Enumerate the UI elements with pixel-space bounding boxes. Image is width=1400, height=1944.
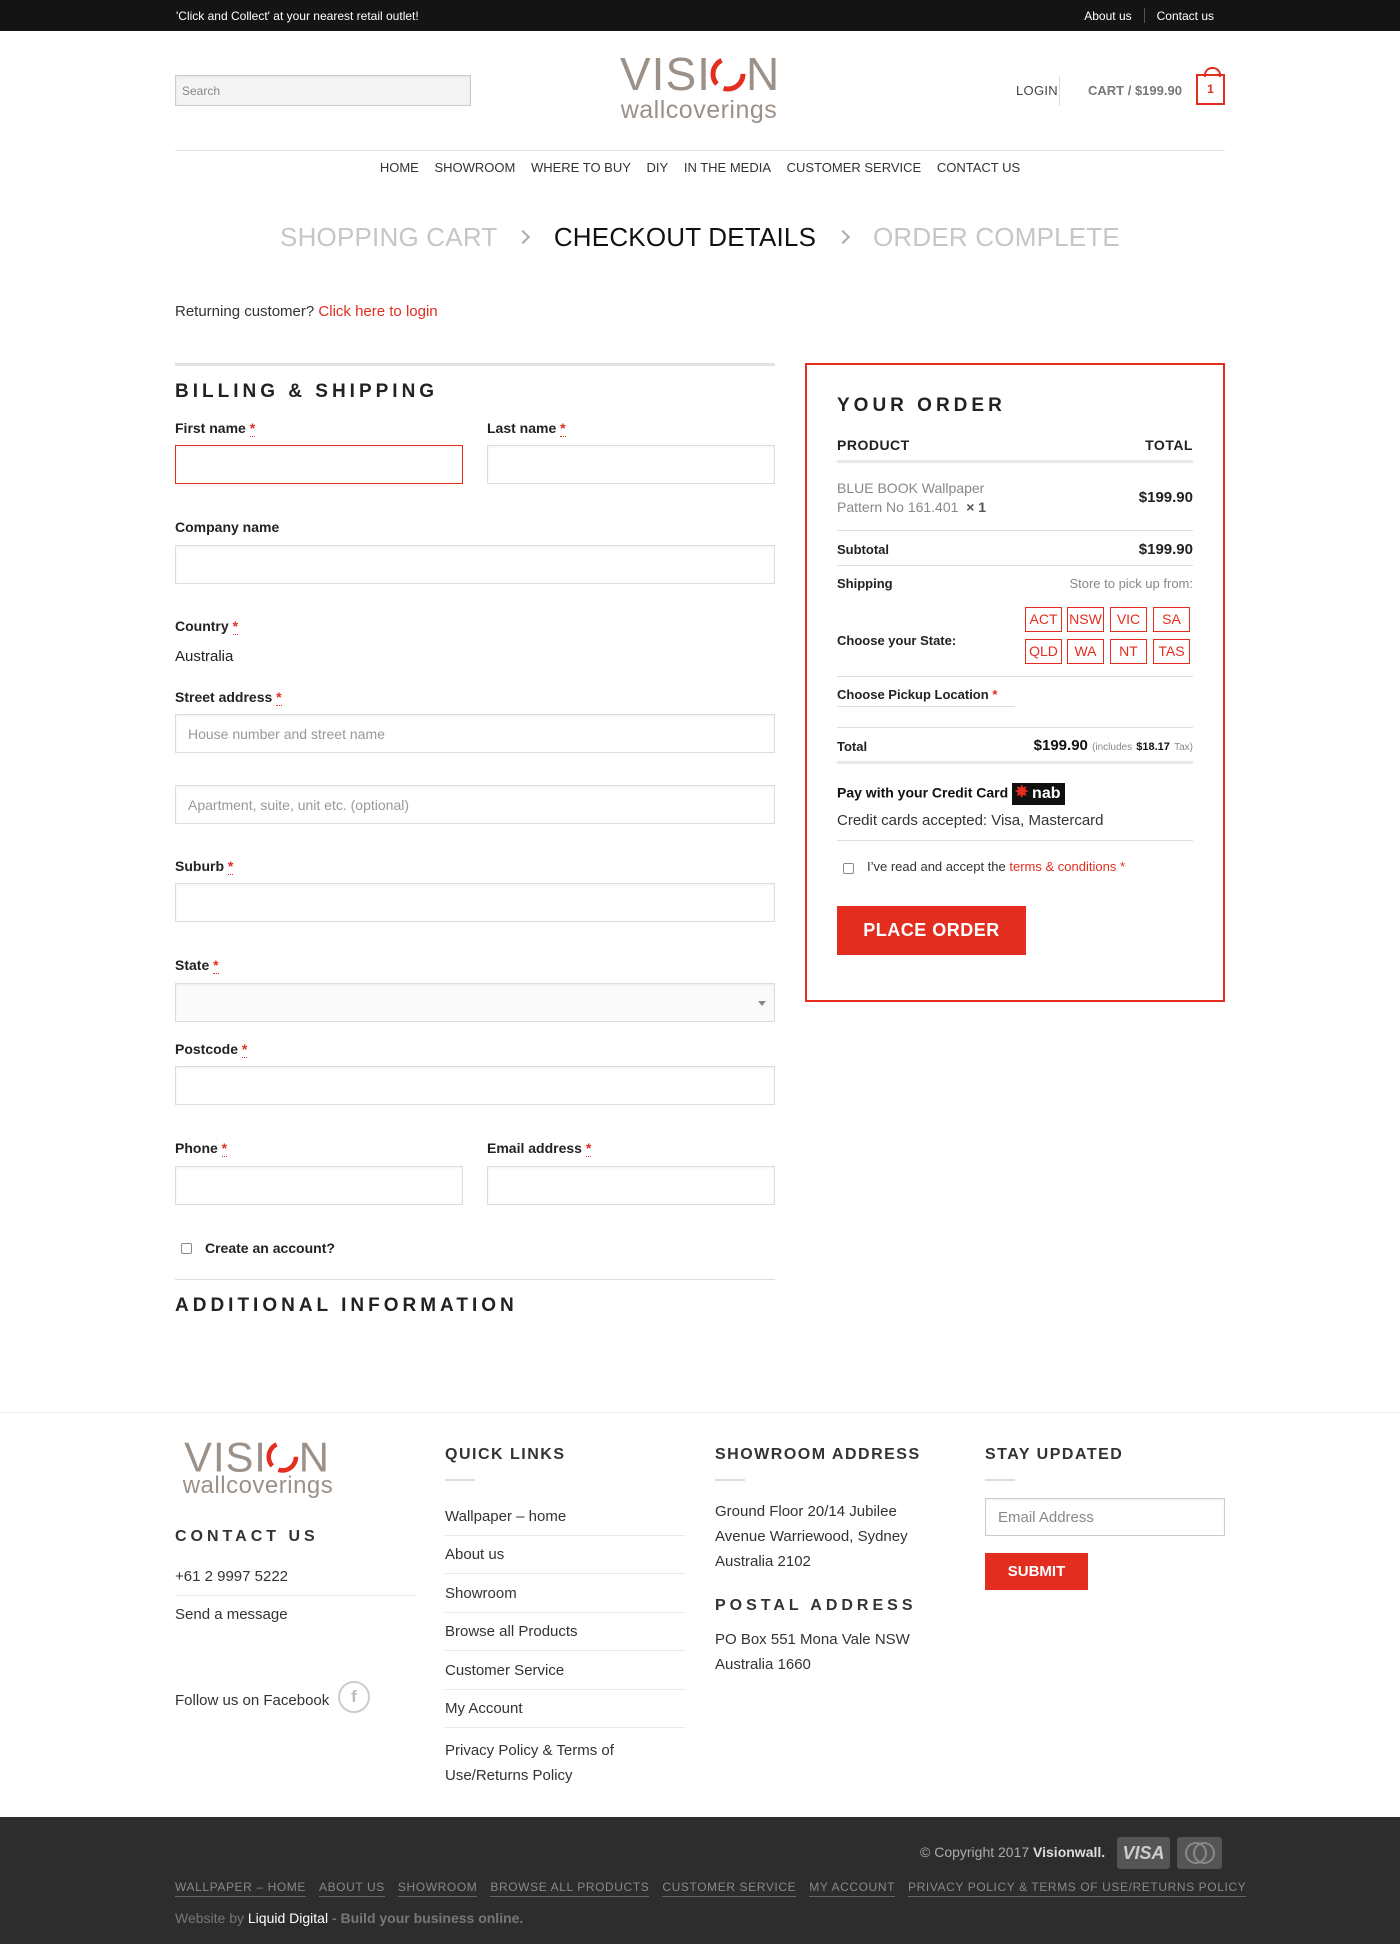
postal-line2: Australia 1660 — [715, 1656, 811, 1673]
state-nsw-button[interactable]: NSW — [1067, 607, 1104, 632]
last-name-label — [487, 420, 566, 436]
tax-label: Tax) — [1174, 742, 1193, 753]
required-mark: * — [276, 689, 282, 705]
website-by-text: Website by — [175, 1910, 244, 1926]
total-value: $199.90 — [1033, 737, 1088, 754]
send-message-link[interactable]: Send a message — [175, 1606, 288, 1623]
terms-text: I’ve read and accept the — [867, 859, 1006, 874]
copyright-brand: Visionwall. — [1033, 1844, 1106, 1860]
ql-about-us[interactable]: About us — [445, 1546, 505, 1563]
postal-title: POSTAL ADDRESS — [715, 1597, 917, 1614]
terms-label — [867, 859, 1125, 874]
shipping-label: Shipping — [837, 576, 893, 591]
last-name-label-text: Last name — [487, 420, 557, 436]
state-select[interactable] — [175, 983, 775, 1022]
create-account-label[interactable]: Create an account? — [205, 1240, 335, 1256]
apartment-field[interactable]: Apartment, suite, unit etc. (optional) — [175, 785, 775, 824]
state-nt-button[interactable]: NT — [1110, 639, 1147, 664]
nav-home[interactable]: HOME — [379, 160, 419, 175]
facebook-icon[interactable]: f — [338, 1681, 370, 1713]
nav-customer-service[interactable]: CUSTOMER SERVICE — [786, 160, 922, 175]
order-rule — [837, 676, 1193, 677]
visa-icon: VISA — [1117, 1837, 1170, 1869]
bottom-link-my-account[interactable]: MY ACCOUNT — [809, 1880, 895, 1897]
nav-diy[interactable]: DIY — [646, 160, 669, 175]
cart-link[interactable]: CART / $199.90 — [1088, 83, 1182, 98]
suburb-label — [175, 858, 233, 874]
ql-wallpaper-home[interactable]: Wallpaper – home — [445, 1508, 567, 1525]
phone-field[interactable] — [175, 1166, 463, 1205]
footer-rule — [445, 1535, 685, 1536]
pickup-location-label — [837, 687, 997, 702]
terms-required-mark: * — [1119, 859, 1126, 874]
company-label: Company name — [175, 519, 280, 535]
order-total-rule — [837, 761, 1193, 764]
showroom-line2: Avenue Warriewood, Sydney — [715, 1528, 908, 1545]
showroom-line3: Australia 2102 — [715, 1553, 811, 1570]
order-item-qty: × 1 — [966, 499, 987, 515]
site-logo[interactable] — [619, 50, 779, 125]
facebook-link[interactable]: Follow us on Facebook — [175, 1692, 330, 1709]
svg-text:VISI: VISI — [620, 50, 711, 94]
bottom-link-wallpaper-home[interactable]: WALLPAPER – HOME — [175, 1880, 306, 1897]
search-input[interactable]: Search — [175, 75, 471, 106]
svg-text:N: N — [298, 1435, 329, 1475]
nav-contact-us[interactable]: CONTACT US — [936, 160, 1021, 175]
top-bar — [0, 0, 1400, 31]
country-label — [175, 618, 238, 634]
newsletter-submit-button[interactable]: SUBMIT — [985, 1553, 1088, 1590]
required-mark: * — [241, 1041, 248, 1057]
ql-my-account[interactable]: My Account — [445, 1700, 523, 1717]
pay-credit-card-label — [837, 783, 1065, 805]
mastercard-icon — [1177, 1837, 1222, 1869]
liquid-digital-link[interactable]: Liquid Digital — [247, 1910, 329, 1926]
col-product-header: PRODUCT — [837, 437, 910, 453]
required-mark: * — [560, 420, 566, 436]
chevron-right-icon — [835, 230, 849, 244]
footer-rule — [445, 1612, 685, 1613]
ql-privacy-line2: Use/Returns Policy — [445, 1767, 573, 1784]
shipping-value: Store to pick up from: — [1069, 576, 1193, 591]
total-value-group — [1034, 737, 1193, 754]
topbar-message: 'Click and Collect' at your nearest retail outlet! — [176, 9, 419, 23]
website-credit — [175, 1910, 523, 1926]
topbar-links — [1072, 9, 1226, 23]
postcode-field[interactable] — [175, 1066, 775, 1105]
nav-in-the-media[interactable]: IN THE MEDIA — [683, 160, 771, 175]
state-act-button[interactable]: ACT — [1025, 607, 1062, 632]
includes-label: (includes — [1092, 742, 1133, 753]
suburb-field[interactable] — [175, 883, 775, 922]
subtotal-label: Subtotal — [837, 542, 889, 557]
footer-rule — [445, 1650, 685, 1651]
svg-text:N: N — [746, 50, 778, 94]
phone-label-text: Phone — [175, 1140, 218, 1156]
first-name-label — [175, 420, 255, 436]
footer-rule — [175, 1595, 415, 1596]
email-field[interactable] — [487, 1166, 775, 1205]
required-mark: * — [213, 957, 219, 973]
footer-logo[interactable] — [178, 1435, 338, 1500]
postcode-label-text: Postcode — [175, 1041, 239, 1057]
bottom-link-customer-service[interactable]: CUSTOMER SERVICE — [662, 1880, 796, 1897]
footer-phone-link[interactable]: +61 2 9997 5222 — [175, 1568, 289, 1585]
ql-privacy-policy[interactable] — [445, 1738, 614, 1788]
billing-top-rule — [175, 363, 775, 366]
postal-address — [715, 1627, 910, 1677]
ql-showroom[interactable]: Showroom — [445, 1585, 517, 1602]
nab-logo-icon: ✸ nab — [1012, 783, 1064, 805]
suburb-label-text: Suburb — [175, 858, 224, 874]
first-name-field[interactable] — [175, 445, 463, 484]
topbar-about-link[interactable]: About us — [1084, 9, 1132, 23]
pickup-rule — [837, 706, 1015, 707]
logo-wordmark-svg — [620, 50, 778, 94]
state-wa-button[interactable]: WA — [1067, 639, 1104, 664]
pickup-location-text: Choose Pickup Location — [837, 687, 989, 702]
tax-amount: $18.17 — [1136, 741, 1170, 753]
website-tagline: - Build your business online. — [331, 1910, 524, 1926]
bottom-link-about-us[interactable]: ABOUT US — [319, 1880, 385, 1897]
main-nav — [0, 160, 1400, 175]
order-rule — [837, 727, 1193, 728]
newsletter-email-input[interactable]: Email Address — [985, 1498, 1225, 1536]
footer-title-rule — [715, 1479, 745, 1481]
choose-state-label: Choose your State: — [837, 633, 957, 648]
step-checkout-details: CHECKOUT DETAILS — [553, 222, 817, 252]
col-total-header: TOTAL — [1145, 437, 1193, 453]
ql-browse-products[interactable]: Browse all Products — [445, 1623, 578, 1640]
cart-bag-icon[interactable] — [1196, 74, 1225, 105]
state-sa-button[interactable]: SA — [1153, 607, 1190, 632]
street-field[interactable]: House number and street name — [175, 714, 775, 753]
bottom-link-browse-products[interactable]: BROWSE ALL PRODUCTS — [490, 1880, 649, 1897]
required-mark: * — [227, 858, 234, 874]
create-account-checkbox[interactable] — [181, 1243, 192, 1254]
footer-rule — [445, 1689, 685, 1690]
total-label: Total — [837, 739, 868, 754]
state-qld-button[interactable]: QLD — [1025, 639, 1062, 664]
country-value: Australia — [175, 648, 234, 665]
cards-accepted-text: Credit cards accepted: Visa, Mastercard — [837, 812, 1104, 829]
order-item-name — [837, 479, 986, 517]
chevron-right-icon — [516, 230, 530, 244]
order-header-rule — [837, 460, 1193, 463]
footer-title-rule — [985, 1479, 1015, 1481]
additional-info-rule — [175, 1279, 775, 1280]
returning-customer — [175, 303, 438, 320]
last-name-field[interactable] — [487, 445, 775, 484]
quick-links-title: QUICK LINKS — [445, 1446, 566, 1463]
first-name-label-text: First name — [175, 420, 246, 436]
step-shopping-cart[interactable]: SHOPPING CART — [280, 222, 497, 252]
order-title: YOUR ORDER — [837, 395, 1006, 416]
required-mark: * — [585, 1140, 592, 1156]
company-field[interactable] — [175, 545, 775, 584]
bottom-link-showroom[interactable]: SHOWROOM — [398, 1880, 477, 1897]
topbar-contact-link[interactable]: Contact us — [1156, 9, 1214, 23]
required-mark: * — [221, 1140, 228, 1156]
order-item-price: $199.90 — [1138, 489, 1193, 506]
required-mark: * — [249, 420, 256, 436]
state-vic-button[interactable]: VIC — [1110, 607, 1147, 632]
billing-title: BILLING & SHIPPING — [175, 381, 439, 402]
ql-customer-service[interactable]: Customer Service — [445, 1662, 565, 1679]
mastercard-circle-right — [1193, 1842, 1215, 1864]
footer-top-rule — [0, 1412, 1400, 1413]
postal-line1: PO Box 551 Mona Vale NSW — [715, 1631, 910, 1648]
postcode-label — [175, 1041, 247, 1057]
email-label-text: Email address — [487, 1140, 582, 1156]
login-link[interactable]: LOGIN — [1016, 83, 1058, 98]
place-order-button[interactable]: PLACE ORDER — [837, 906, 1026, 955]
state-label-text: State — [175, 957, 210, 973]
order-rule — [837, 530, 1193, 531]
footer-logo-wordmark-svg — [178, 1435, 334, 1475]
pay-label-text: Pay with your Credit Card — [837, 784, 1009, 801]
bottom-links — [175, 1880, 1246, 1897]
nav-where-to-buy[interactable]: WHERE TO BUY — [530, 160, 631, 175]
email-label — [487, 1140, 591, 1156]
copyright-text: © Copyright 2017 — [920, 1844, 1030, 1860]
header-divider — [1059, 76, 1060, 106]
bottom-link-privacy-policy[interactable]: PRIVACY POLICY & TERMS OF USE/RETURNS POLICY — [908, 1880, 1246, 1897]
street-label — [175, 689, 282, 705]
footer-rule — [445, 1727, 685, 1728]
showroom-address — [715, 1499, 908, 1574]
logo-subtitle: wallcoverings — [620, 96, 778, 124]
required-mark: * — [232, 618, 239, 634]
footer-rule — [445, 1573, 685, 1574]
phone-label — [175, 1140, 227, 1156]
required-mark: * — [992, 687, 998, 702]
step-order-complete: ORDER COMPLETE — [873, 222, 1120, 252]
order-rule — [837, 565, 1193, 566]
footer-logo-subtitle: wallcoverings — [182, 1472, 334, 1499]
svg-text:VISI: VISI — [184, 1435, 267, 1475]
state-label — [175, 957, 219, 973]
showroom-line1: Ground Floor 20/14 Jubilee — [715, 1503, 897, 1520]
header-divider-line — [175, 150, 1225, 151]
copyright — [920, 1844, 1105, 1860]
order-item-pattern: Pattern No 161.401 — [837, 499, 959, 515]
returning-text: Returning customer? — [175, 303, 315, 320]
footer-contact-title: CONTACT US — [175, 1528, 319, 1545]
terms-conditions-link[interactable]: terms & conditions — [1009, 859, 1117, 874]
login-here-link[interactable]: Click here to login — [318, 303, 438, 320]
order-rule — [837, 840, 1193, 841]
street-label-text: Street address — [175, 689, 273, 705]
ql-privacy-line1: Privacy Policy & Terms of — [445, 1742, 614, 1759]
subtotal-value: $199.90 — [1138, 541, 1193, 558]
state-tas-button[interactable]: TAS — [1153, 639, 1190, 664]
showroom-title: SHOWROOM ADDRESS — [715, 1446, 921, 1463]
cart-count: 1 — [1207, 82, 1214, 96]
country-label-text: Country — [175, 618, 229, 634]
stay-updated-title: STAY UPDATED — [985, 1446, 1124, 1463]
terms-checkbox[interactable] — [843, 863, 854, 874]
order-item-name-line2 — [837, 498, 986, 517]
footer-title-rule — [445, 1479, 475, 1481]
additional-info-title: ADDITIONAL INFORMATION — [175, 1295, 518, 1316]
nav-showroom[interactable]: SHOWROOM — [434, 160, 516, 175]
checkout-steps — [0, 222, 1400, 253]
order-item-name-line1: BLUE BOOK Wallpaper — [837, 480, 985, 496]
